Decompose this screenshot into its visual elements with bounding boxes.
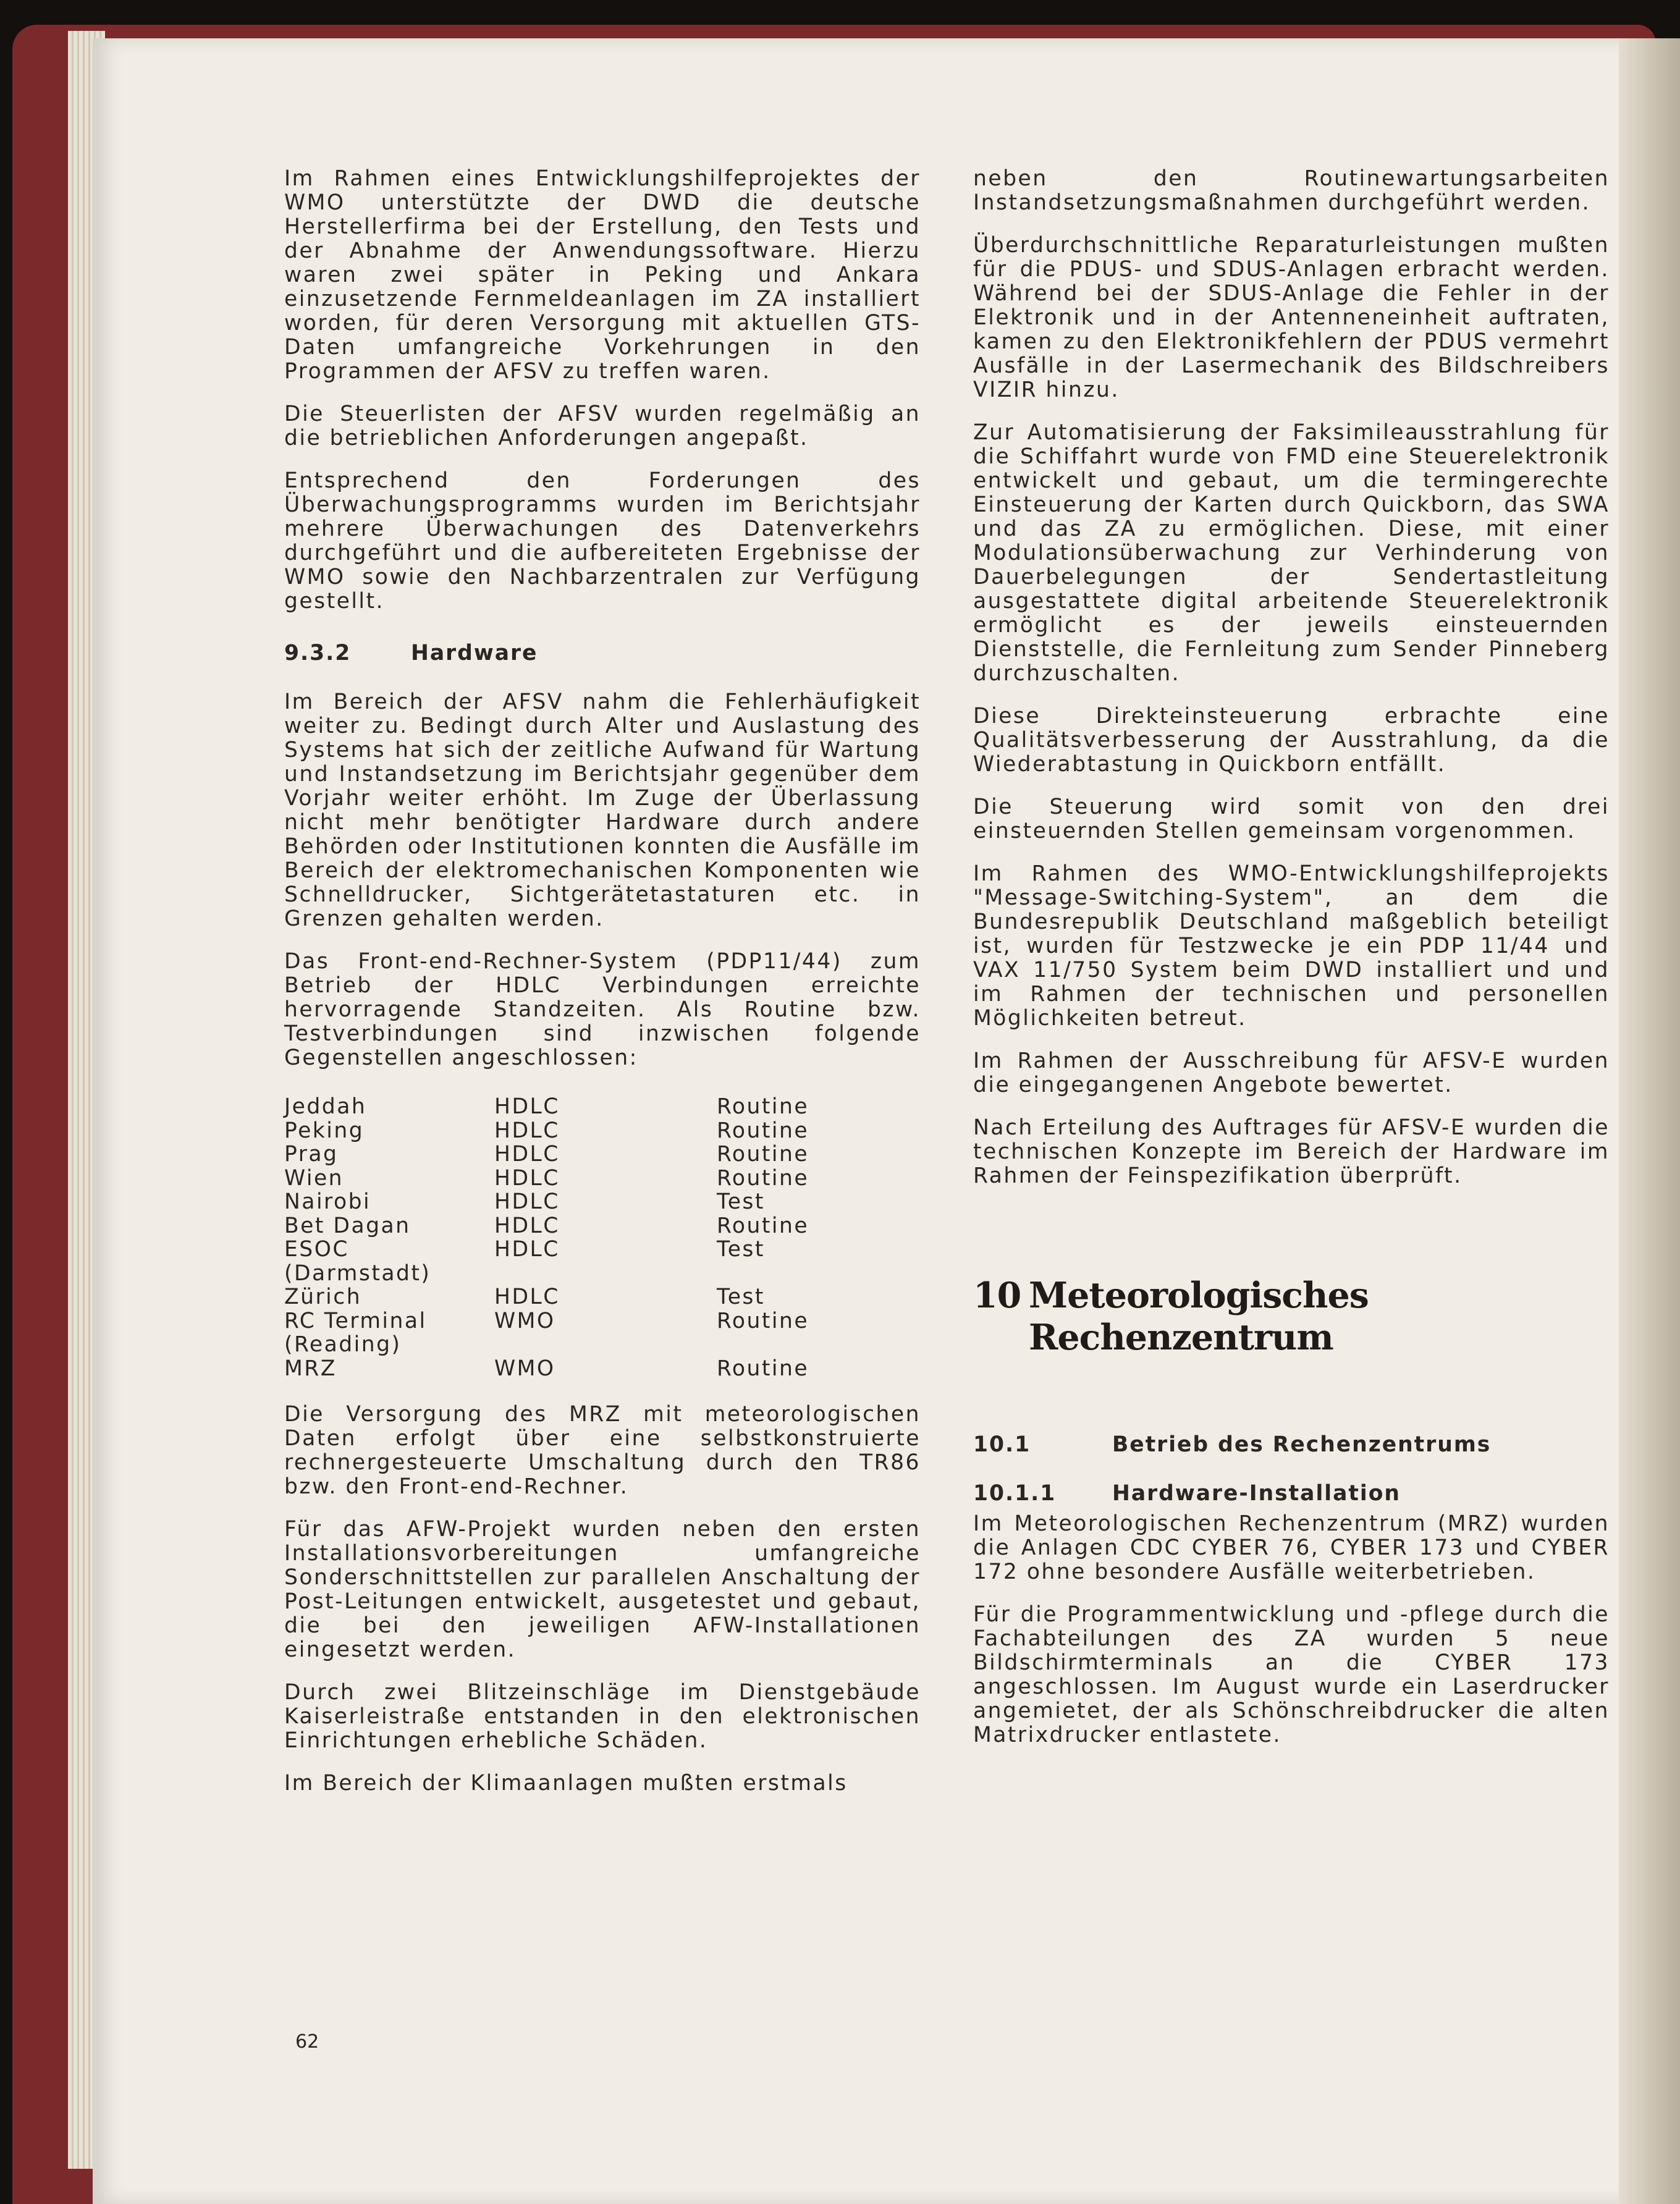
table-row — [284, 1357, 921, 1381]
station-status: Routine — [717, 1094, 809, 1119]
station-status: Routine — [717, 1142, 809, 1167]
paragraph: Nach Erteilung des Auftrages für AFSV-E wurden die technischen Konzepte im Bereich der Hardware im Rahmen der Feinspezifikation überprüft. — [973, 1115, 1610, 1188]
station-name: Bet Dagan — [284, 1213, 411, 1238]
paragraph: Die Steuerlisten der AFSV wurden regelmäßig an die betrieblichen Anforderungen angepaßt. — [284, 402, 921, 450]
station-protocol: HDLC — [494, 1142, 560, 1167]
paragraph: Überdurchschnittliche Reparaturleistungen mußten für die PDUS- und SDUS-Anlagen erbracht werden. Während bei der SDUS-Anlage die Fehler in der Elektronik und in der Antenneneinheit auftraten, kamen zu den Elektronikfehlern der PDUS vermehrt Ausfälle in der Lasermechanik des Bildschreibers VIZIR hinzu. — [973, 233, 1610, 402]
station-name: Zürich — [284, 1285, 362, 1309]
station-status: Test — [717, 1189, 765, 1214]
station-name: Nairobi — [284, 1189, 371, 1214]
table-row — [284, 1095, 921, 1119]
paragraph: neben den Routinewartungsarbeiten Instandsetzungsmaßnahmen durchgeführt werden. — [973, 166, 1610, 215]
paragraph: Diese Direkteinsteuerung erbrachte eine Qualitätsverbesserung der Ausstrahlung, da die Wiederabtastung in Quickborn entfällt. — [973, 704, 1610, 777]
station-protocol: HDLC — [494, 1237, 560, 1262]
station-name: Jeddah — [284, 1094, 367, 1119]
section-number: 10.1.1 — [973, 1481, 1057, 1506]
station-protocol: HDLC — [494, 1213, 560, 1238]
paragraph: Durch zwei Blitzeinschläge im Dienstgebäude Kaiserleistraße entstanden in den elektronischen Einrichtungen erhebliche Schäden. — [284, 1680, 921, 1753]
table-row — [284, 1262, 921, 1286]
paragraph: Das Front-end-Rechner-System (PDP11/44) zum Betrieb der HDLC Verbindungen erreichte hervorragende Standzeiten. Als Routine bzw. Testverbindungen sind inzwischen folgende Gegenstellen angeschlossen: — [284, 949, 921, 1070]
station-status: Routine — [717, 1165, 809, 1191]
station-status: Routine — [717, 1308, 809, 1333]
table-row — [284, 1238, 921, 1262]
section-number: 9.3.2 — [284, 641, 352, 665]
station-protocol: WMO — [494, 1356, 555, 1381]
right-column — [973, 167, 1610, 1766]
station-name: RC Terminal — [284, 1308, 427, 1333]
station-name: Wien — [284, 1165, 344, 1191]
chapter-heading — [973, 1275, 1610, 1359]
table-row — [284, 1285, 921, 1309]
paragraph: Im Meteorologischen Rechenzentrum (MRZ) wurden die Anlagen CDC CYBER 76, CYBER 173 und CYBER 172 ohne besondere Ausfälle weiterbetrieben. — [973, 1511, 1610, 1584]
paragraph: Im Rahmen des WMO-Entwicklungshilfeprojekts "Message-Switching-System", an dem die Bundesrepublik Deutschland maßgeblich beteiligt ist, wurden für Testzwecke je ein PDP 11/44 und VAX 11/750 System beim DWD installiert und und im Rahmen der technischen und personellen Möglichkeiten betreut. — [973, 861, 1610, 1031]
section-title: Betrieb des Rechenzentrums — [1112, 1432, 1492, 1457]
station-name: MRZ — [284, 1356, 337, 1381]
station-protocol: HDLC — [494, 1094, 560, 1119]
station-protocol: HDLC — [494, 1189, 560, 1214]
station-status: Routine — [717, 1213, 809, 1238]
table-row — [284, 1309, 921, 1333]
station-protocol: WMO — [494, 1308, 555, 1333]
section-title: Hardware — [411, 641, 538, 665]
paragraph: Im Rahmen der Ausschreibung für AFSV-E wurden die eingegangenen Angebote bewertet. — [973, 1049, 1610, 1097]
station-status — [717, 1262, 921, 1286]
paragraph: Im Bereich der Klimaanlagen mußten erstmals — [284, 1771, 848, 1796]
station-protocol — [494, 1333, 717, 1357]
table-row — [284, 1167, 921, 1191]
page-number: 62 — [295, 2031, 319, 2053]
paragraph: Zur Automatisierung der Faksimileausstrahlung für die Schiffahrt wurde von FMD eine Steuerelektronik entwickelt und gebaut, um die termingerechte Einsteuerung der Karten durch Quickborn, das SWA und das ZA zu ermöglichen. Diese, mit einer Modulationsüberwachung zur Verhinderung von Dauerbelegungen der Sendertastleitung ausgestattete digital arbeitende Steuerelektronik ermöglicht es der jeweils einsteuernden Dienststelle, die Fernleitung zum Sender Pinneberg durchzuschalten. — [973, 420, 1610, 686]
station-status: Routine — [717, 1118, 809, 1143]
station-protocol: HDLC — [494, 1285, 560, 1309]
table-row — [284, 1142, 921, 1167]
table-row — [284, 1214, 921, 1238]
table-row — [284, 1333, 921, 1357]
station-name: Peking — [284, 1118, 365, 1143]
chapter-number: 10 — [973, 1275, 1021, 1316]
station-name: Prag — [284, 1142, 339, 1167]
section-title: Hardware-Installation — [1112, 1481, 1401, 1506]
station-status: Test — [717, 1285, 765, 1309]
section-number: 10.1 — [973, 1432, 1031, 1457]
section-heading-10-1-1 — [973, 1482, 1610, 1506]
station-protocol — [494, 1262, 717, 1286]
left-column — [284, 167, 921, 1814]
station-name: (Reading) — [284, 1332, 402, 1357]
station-status — [717, 1333, 921, 1357]
paragraph: Im Rahmen eines Entwicklungshilfeprojektes der WMO unterstützte der DWD die deutsche Herstellerfirma bei der Erstellung, den Tests und der Abnahme der Anwendungssoftware. Hierzu waren zwei später in Peking und Ankara einzusetzende Fernmeldeanlagen im ZA installiert worden, für deren Versorgung mit aktuellen GTS-Daten umfangreiche Vorkehrungen in den Programmen der AFSV zu treffen waren. — [284, 166, 921, 384]
paragraph: Die Versorgung des MRZ mit meteorologischen Daten erfolgt über eine selbstkonstruierte rechnergesteuerte Umschaltung durch den TR86 bzw. den Front-end-Rechner. — [284, 1402, 921, 1499]
table-row — [284, 1190, 921, 1214]
chapter-title-line-1: Meteorologisches — [1029, 1275, 1369, 1316]
paragraph: Für die Programmentwicklung und -pflege durch die Fachabteilungen des ZA wurden 5 neue Bildschirmterminals an die CYBER 173 angeschlossen. Im August wurde ein Laserdrucker angemietet, der als Schönschreibdrucker die alten Matrixdrucker entlastete. — [973, 1602, 1610, 1747]
paragraph: Entsprechend den Forderungen des Überwachungsprogramms wurden im Berichtsjahr mehrere Überwachungen des Datenverkehrs durchgeführt und die aufbereiteten Ergebnisse der WMO sowie den Nachbarzentralen zur Verfügung gestellt. — [284, 468, 921, 614]
chapter-title-line-2: Rechenzentrum — [1029, 1317, 1333, 1358]
station-name: (Darmstadt) — [284, 1260, 431, 1286]
table-row — [284, 1119, 921, 1143]
station-protocol: HDLC — [494, 1165, 560, 1191]
paragraph: Für das AFW-Projekt wurden neben den ersten Installationsvorbereitungen umfangreiche Sonderschnittstellen zur parallelen Anschaltung der Post-Leitungen entwickelt, ausgetestet und gebaut, die bei den jeweiligen AFW-Installationen eingesetzt werden. — [284, 1517, 921, 1662]
section-heading-9-3-2 — [284, 641, 921, 665]
station-table — [284, 1095, 921, 1380]
page-gutter — [1619, 38, 1680, 2204]
station-status: Routine — [717, 1356, 809, 1381]
station-protocol: HDLC — [494, 1118, 560, 1143]
section-heading-10-1 — [973, 1433, 1610, 1457]
paragraph: Im Bereich der AFSV nahm die Fehlerhäufigkeit weiter zu. Bedingt durch Alter und Auslastung des Systems hat sich der zeitliche Aufwand für Wartung und Instandsetzung im Berichtsjahr gegenüber dem Vorjahr weiter erhöht. Im Zuge der Überlassung nicht mehr benötigter Hardware durch andere Behörden oder Institutionen konnten die Ausfälle im Bereich der elektromechanischen Komponenten wie Schnelldrucker, Sichtgerätetastaturen etc. in Grenzen gehalten werden. — [284, 690, 921, 931]
station-name: ESOC — [284, 1237, 349, 1262]
paragraph: Die Steuerung wird somit von den drei einsteuernden Stellen gemeinsam vorgenommen. — [973, 795, 1610, 843]
station-status: Test — [717, 1237, 765, 1262]
